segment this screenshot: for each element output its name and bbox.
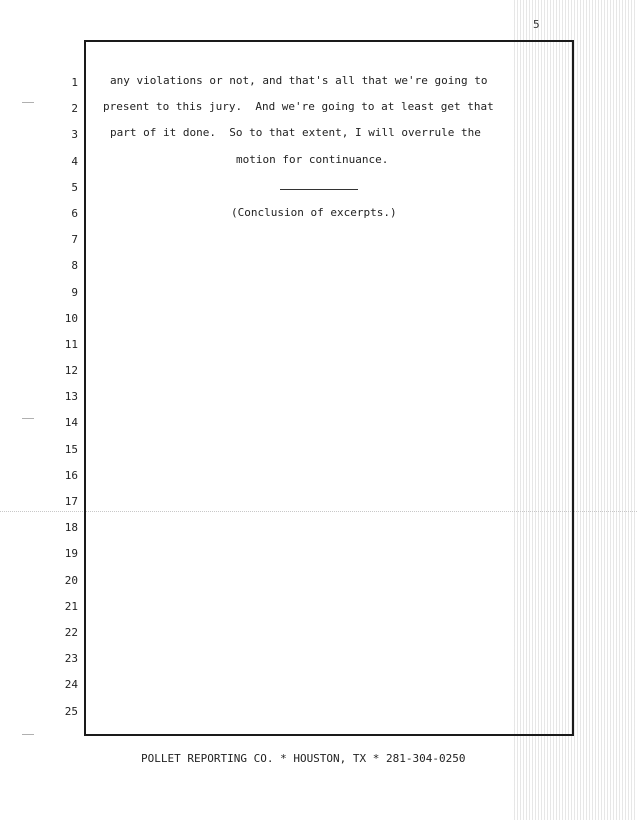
page-number: 5 xyxy=(533,18,540,31)
line-number: 15 xyxy=(64,442,78,456)
transcript-line-3: part of it done. So to that extent, I will overrule the xyxy=(110,126,481,139)
line-number: 25 xyxy=(64,704,78,718)
edge-mark xyxy=(22,734,34,735)
line-number: 23 xyxy=(64,652,78,666)
line-number: 1 xyxy=(71,76,78,89)
transcript-line-1: any violations or not, and that's all that we're going to xyxy=(110,74,488,87)
line-number: 10 xyxy=(64,311,78,325)
line-number: 11 xyxy=(64,337,78,351)
transcript-line-2: present to this jury. And we're going to at least get that xyxy=(103,100,494,113)
line-number: 7 xyxy=(71,233,78,247)
line-number: 12 xyxy=(64,364,78,378)
line-number: 24 xyxy=(64,678,78,692)
transcript-line-4: motion for continuance. xyxy=(236,153,389,166)
line-number: 21 xyxy=(64,599,78,613)
line-number: 19 xyxy=(64,547,78,561)
line-number: 20 xyxy=(64,573,78,587)
edge-mark xyxy=(22,102,34,103)
line-number: 16 xyxy=(64,468,78,482)
line-number: 6 xyxy=(71,206,78,220)
section-divider xyxy=(280,189,358,190)
line-number: 5 xyxy=(71,180,78,194)
line-number: 8 xyxy=(71,259,78,273)
edge-mark xyxy=(22,418,34,419)
line-number: 22 xyxy=(64,625,78,639)
line-number: 4 xyxy=(71,154,78,168)
line-number: 18 xyxy=(64,521,78,535)
line-number: 14 xyxy=(64,416,78,430)
reporter-footer: POLLET REPORTING CO. * HOUSTON, TX * 281-304-0250 xyxy=(141,752,466,765)
line-number: 2 xyxy=(71,102,78,116)
line-number: 13 xyxy=(64,390,78,404)
conclusion-note: (Conclusion of excerpts.) xyxy=(231,206,397,219)
line-number: 3 xyxy=(71,128,78,142)
line-number-column xyxy=(50,70,78,725)
line-number: 9 xyxy=(71,285,78,299)
transcript-frame xyxy=(84,40,574,736)
line-number: 17 xyxy=(64,495,78,508)
